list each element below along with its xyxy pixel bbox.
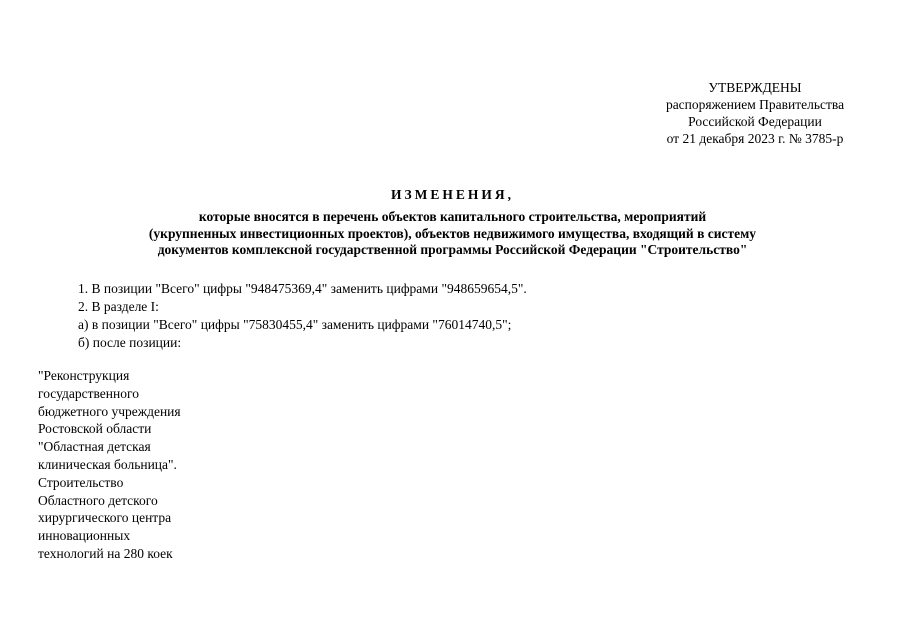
position-line: клиническая больница". — [38, 456, 177, 472]
position-line: Областного детского — [38, 492, 158, 508]
approval-date-line: от 21 декабря 2023 г. № 3785-р — [666, 131, 844, 146]
subtitle-line: документов комплексной государственной программы Российской Федерации "Строительство" — [157, 242, 748, 257]
position-line: "Областная детская — [38, 439, 151, 455]
position-line: государственного — [38, 385, 139, 401]
amendment-items — [78, 280, 878, 352]
document-title: ИЗМЕНЕНИЯ, — [390, 187, 514, 202]
position-line: технологий на 280 коек — [38, 545, 173, 561]
subtitle-line: (укрупненных инвестиционных проектов), объектов недвижимого имущества, входящий в систему — [148, 225, 757, 241]
position-line: Строительство — [38, 474, 124, 490]
document-subtitle — [60, 209, 845, 259]
subtitle-line: которые вносятся в перечень объектов капитального строительства, мероприятий — [198, 209, 707, 224]
position-description — [38, 367, 338, 563]
amendment-item: б) после позиции: — [78, 335, 182, 350]
position-line: Ростовской области — [38, 421, 152, 437]
amendment-item: 1. В позиции "Всего" цифры "948475369,4" заменить цифрами "948659654,5". — [78, 281, 527, 296]
approval-line: Российской Федерации — [688, 114, 822, 129]
amendment-item: 2. В разделе I: — [78, 299, 159, 314]
position-line: хирургического центра — [38, 510, 172, 526]
amendment-item: а) в позиции "Всего" цифры "75830455,4" заменить цифрами "76014740,5"; — [78, 317, 512, 332]
position-line: бюджетного учреждения — [38, 403, 181, 419]
approval-heading: УТВЕРЖДЕНЫ — [708, 80, 802, 95]
position-line: инновационных — [38, 528, 131, 544]
position-line: "Реконструкция — [38, 368, 130, 383]
approval-line: распоряжением Правительства — [665, 97, 845, 112]
approval-stamp — [620, 79, 890, 147]
